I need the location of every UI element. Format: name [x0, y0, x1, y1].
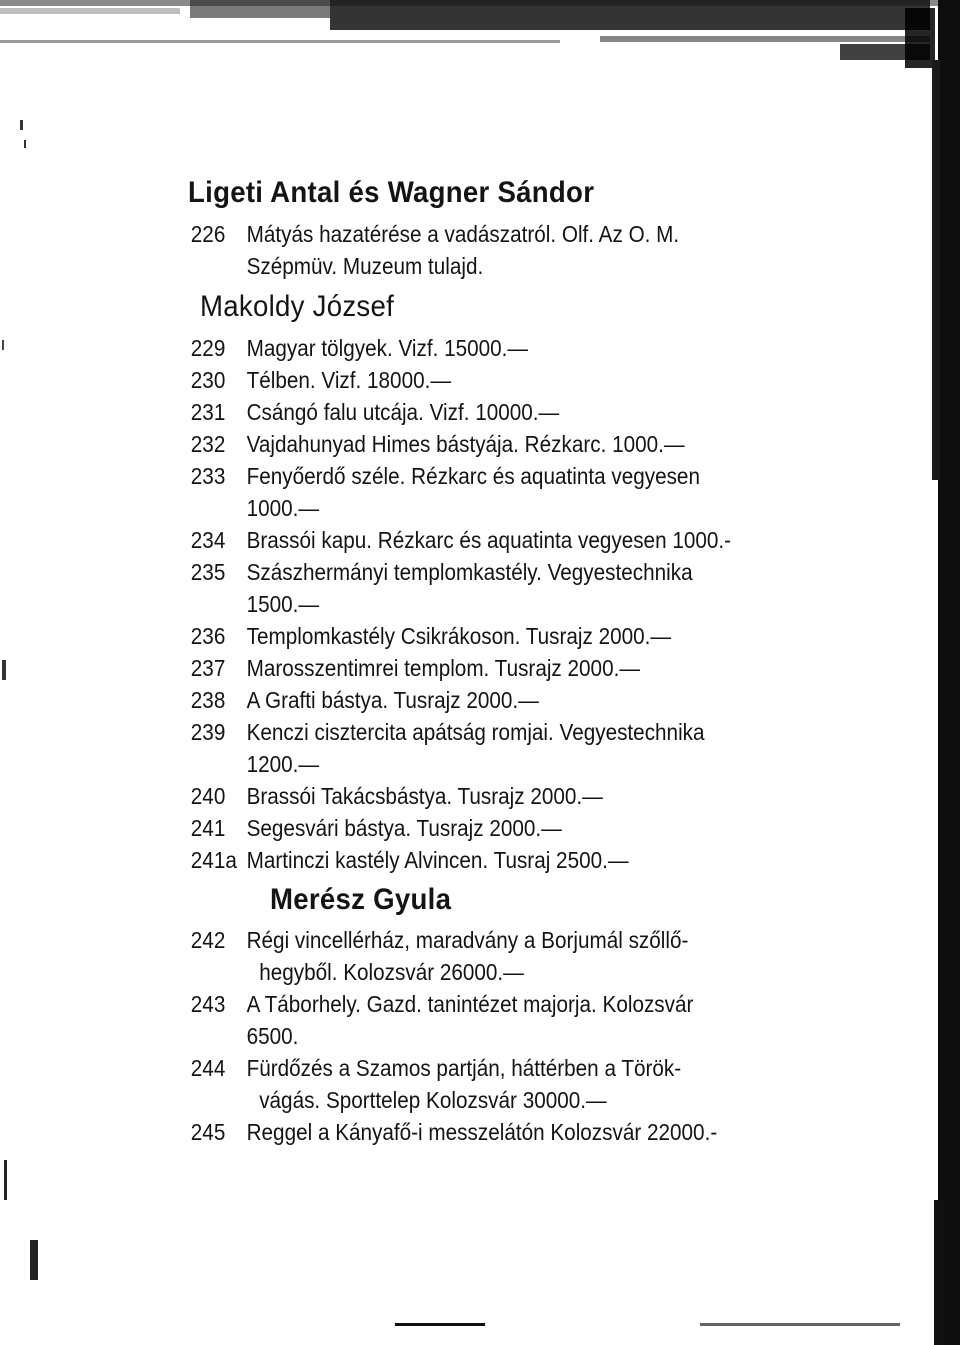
entry-text: Fenyőerdő széle. Rézkarc és aquatinta vegyesen	[246, 463, 700, 489]
catalog-entry	[180, 428, 837, 460]
entry-number: 226	[190, 221, 226, 247]
entry-text-continuation: 1000.—	[246, 495, 320, 521]
entry-text: Télben. Vizf. 18000.—	[246, 367, 452, 393]
entry-text: Mátyás hazatérése a vadászatról. Olf. Az O. M.	[246, 221, 680, 247]
entry-text: Segesvári bástya. Tusrajz 2000.—	[246, 815, 562, 841]
entry-number: 238	[190, 687, 226, 713]
entry-text: A Táborhely. Gazd. tanintézet majorja. Kolozsvár	[246, 991, 694, 1017]
entry-number: 229	[190, 335, 226, 361]
entry-text: Templomkastély Csikrákoson. Tusrajz 2000.—	[246, 623, 672, 649]
entry-number: 241a	[190, 847, 237, 873]
catalog-entry	[180, 780, 837, 812]
entry-text-continuation: 1500.—	[246, 591, 320, 617]
catalog-entry	[180, 524, 837, 556]
entry-number: 240	[190, 783, 226, 809]
catalog-entry	[180, 652, 837, 684]
scan-noise-top	[0, 0, 960, 70]
entry-text-continuation: Szépmüv. Muzeum tulajd.	[246, 253, 484, 279]
entry-number: 243	[190, 991, 226, 1017]
artist-heading: Ligeti Antal és Wagner Sándor	[188, 176, 595, 209]
catalog-entry	[180, 1052, 837, 1116]
entry-number: 231	[190, 399, 226, 425]
scan-rule-bottom	[0, 1305, 960, 1345]
entry-text: Martinczi kastély Alvincen. Tusraj 2500.—	[246, 847, 629, 873]
entry-text: Régi vincellérház, maradvány a Borjumál szőllő-	[246, 927, 689, 953]
entry-text: Brassói kapu. Rézkarc és aquatinta vegyesen 1000.-	[246, 527, 732, 553]
catalog-entry	[180, 460, 837, 524]
entry-text-continuation: hegyből. Kolozsvár 26000.—	[259, 959, 524, 985]
scan-specks-left	[0, 60, 60, 1345]
entry-text-continuation: 6500.	[246, 1023, 299, 1049]
catalog-entry	[180, 556, 837, 620]
entry-number: 234	[190, 527, 226, 553]
entry-number: 239	[190, 719, 226, 745]
artist-heading: Makoldy József	[200, 290, 395, 323]
entry-number: 245	[190, 1119, 226, 1145]
entry-number: 241	[190, 815, 226, 841]
entry-number: 235	[190, 559, 226, 585]
artist-heading: Merész Gyula	[270, 883, 452, 916]
entry-number: 236	[190, 623, 226, 649]
entry-number: 233	[190, 463, 226, 489]
catalog-entry	[180, 218, 837, 282]
entry-text-continuation: vágás. Sporttelep Kolozsvár 30000.—	[259, 1087, 607, 1113]
catalog-entry	[180, 620, 837, 652]
catalog-entry	[180, 332, 837, 364]
catalog-entry	[180, 684, 837, 716]
entry-number: 232	[190, 431, 226, 457]
catalog-entry	[180, 364, 837, 396]
entry-text: Fürdőzés a Szamos partján, háttérben a Török-	[246, 1055, 682, 1081]
entry-text: A Grafti bástya. Tusrajz 2000.—	[246, 687, 539, 713]
entry-text-continuation: 1200.—	[246, 751, 320, 777]
entry-text: Kenczi cisztercita apátság romjai. Vegyestechnika	[246, 719, 705, 745]
entry-text: Reggel a Kányafő-i messzelátón Kolozsvár 22000.-	[246, 1119, 718, 1145]
entry-text: Szászhermányi templomkastély. Vegyestechnika	[246, 559, 693, 585]
entry-number: 242	[190, 927, 226, 953]
entry-text: Marosszentimrei templom. Tusrajz 2000.—	[246, 655, 641, 681]
catalog-entry	[180, 844, 837, 876]
entry-text: Brassói Takácsbástya. Tusrajz 2000.—	[246, 783, 603, 809]
entry-text: Magyar tölgyek. Vizf. 15000.—	[246, 335, 529, 361]
catalog-entry	[180, 988, 837, 1052]
scan-border-right	[920, 0, 960, 1345]
catalog-entry	[180, 396, 837, 428]
catalog-entry	[180, 924, 837, 988]
entry-number: 237	[190, 655, 226, 681]
catalog-content	[180, 168, 910, 1148]
entry-text: Vajdahunyad Himes bástyája. Rézkarc. 1000.—	[246, 431, 685, 457]
entry-text: Csángó falu utcája. Vizf. 10000.—	[246, 399, 560, 425]
catalog-entry	[180, 812, 837, 844]
entry-number: 230	[190, 367, 226, 393]
catalog-entry	[180, 1116, 837, 1148]
entry-number: 244	[190, 1055, 226, 1081]
catalog-entry	[180, 716, 837, 780]
